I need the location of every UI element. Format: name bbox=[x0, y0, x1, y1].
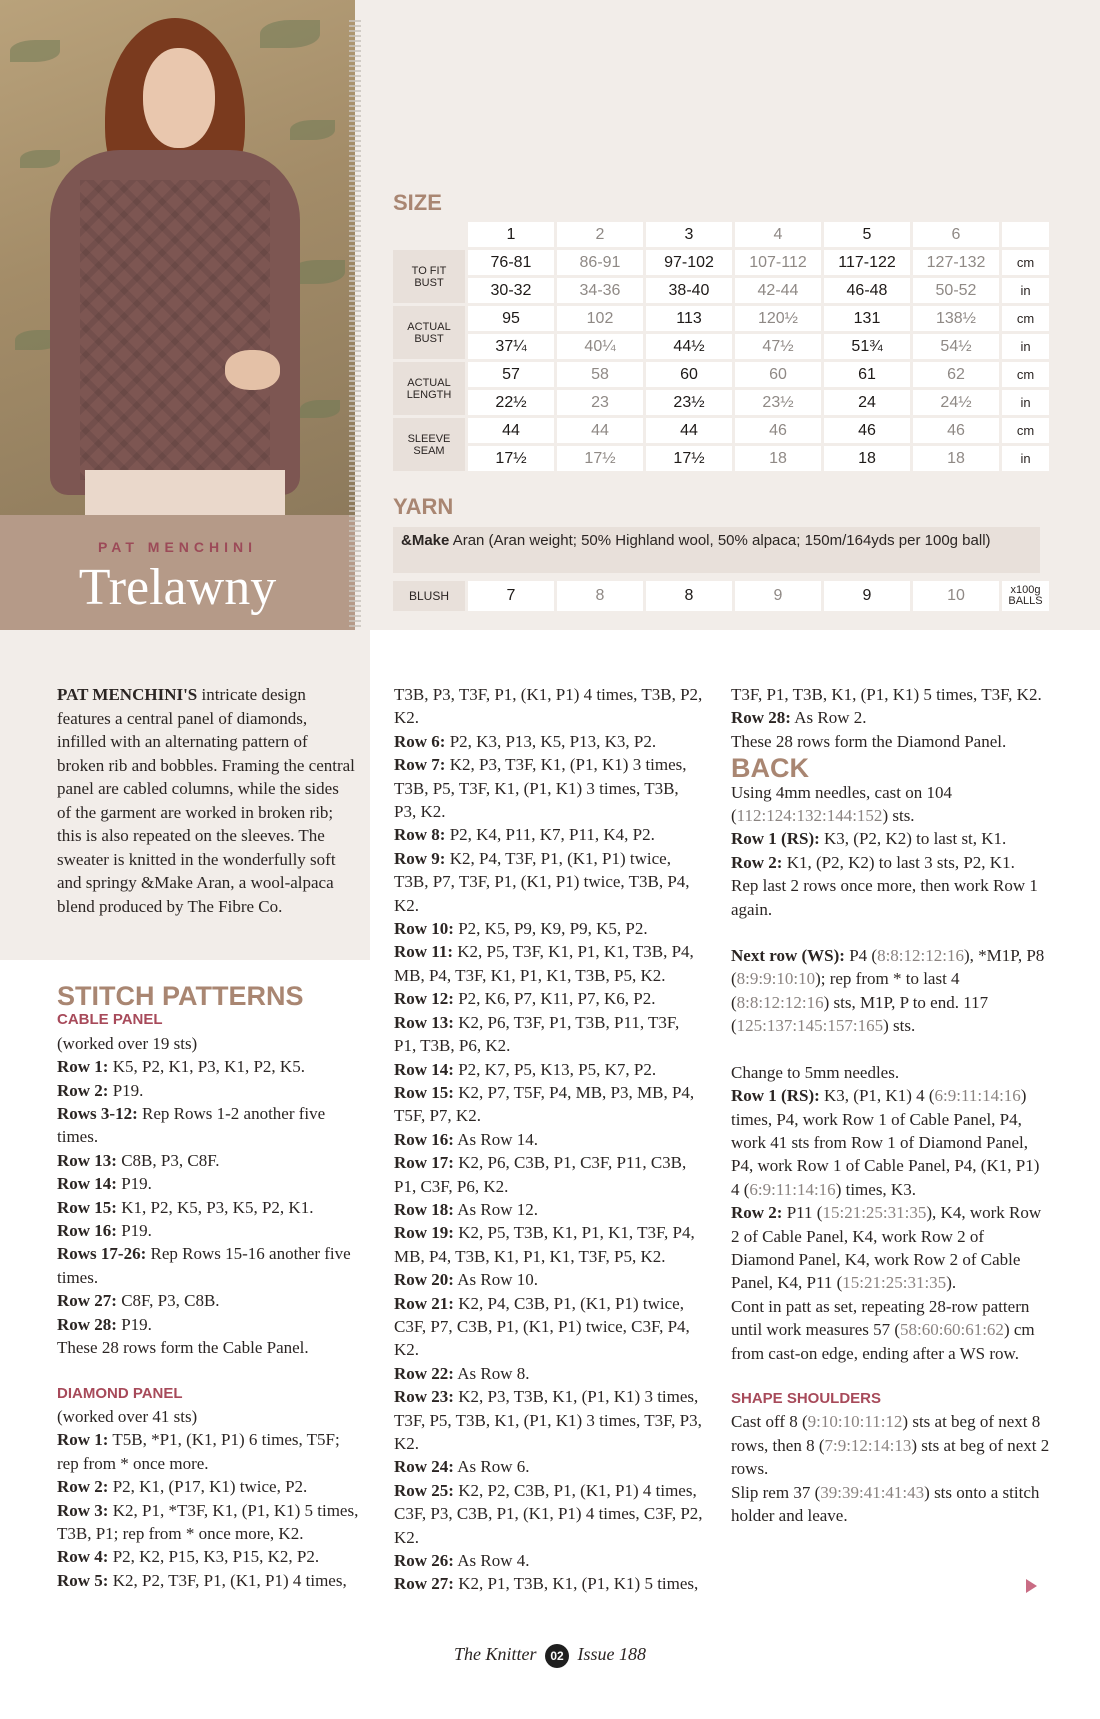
page-footer bbox=[0, 1644, 1100, 1668]
instruction-row: Row 16: P19. bbox=[57, 1221, 152, 1241]
unit-label: cm bbox=[1002, 250, 1049, 275]
measure-cm: 44 bbox=[646, 418, 732, 443]
stitch-patterns-heading: STITCH PATTERNS bbox=[57, 981, 304, 1011]
instruction-row: Row 25: K2, P2, C3B, P1, (K1, P1) 4 times, C3F, P3, C3B, P1, (K1, P1) 4 times, C3F, P2, K2. bbox=[394, 1480, 703, 1547]
size-number: 2 bbox=[557, 222, 643, 247]
instruction-row: Row 15: K2, P7, T5F, P4, MB, P3, MB, P4, T5F, P7, K2. bbox=[394, 1082, 695, 1126]
instruction-row: Row 2: P2, K1, (P17, K1) twice, P2. bbox=[57, 1477, 308, 1497]
unit-label: in bbox=[1002, 278, 1049, 303]
measure-cm: 127-132 bbox=[913, 250, 999, 275]
unit-label: in bbox=[1002, 390, 1049, 415]
measure-cm: 57 bbox=[468, 362, 554, 387]
ball-count: 8 bbox=[646, 581, 732, 611]
instruction-row: Row 11: K2, P5, T3F, K1, P1, K1, T3B, P4, MB, P4, T3F, K1, P1, K1, T3B, P5, K2. bbox=[394, 942, 694, 985]
measure-in: 18 bbox=[824, 446, 910, 471]
instruction-row: Rows 17-26: Rep Rows 15-16 another five times. bbox=[57, 1244, 351, 1287]
instruction-row: Row 13: C8B, P3, C8F. bbox=[57, 1150, 220, 1170]
measure-in: 30-32 bbox=[468, 278, 554, 303]
instruction-row: Row 23: K2, P3, T3B, K1, (P1, K1) 3 times, T3F, P5, T3B, K1, (P1, K1) 3 times, T3F, P3, K2. bbox=[394, 1387, 702, 1453]
issue-number: Issue 188 bbox=[577, 1644, 646, 1665]
measure-in: 46-48 bbox=[824, 278, 910, 303]
measure-in: 47½ bbox=[735, 334, 821, 359]
shade-label: BLUSH bbox=[393, 581, 465, 611]
instruction-row: Row 28: P19. bbox=[57, 1314, 152, 1334]
continue-arrow-icon bbox=[1026, 1579, 1037, 1593]
page-number-badge: 02 bbox=[545, 1644, 569, 1668]
measure-in: 23½ bbox=[735, 390, 821, 415]
repeat-instruction: Rep last 2 rows once more, then work Row 1 again. bbox=[731, 876, 1038, 919]
measure-in: 37¼ bbox=[468, 334, 554, 359]
measure-cm: 60 bbox=[646, 362, 732, 387]
ball-count: 9 bbox=[824, 581, 910, 611]
ball-count: 8 bbox=[557, 581, 643, 611]
cable-note: (worked over 19 sts) bbox=[57, 1033, 198, 1053]
measure-cm: 46 bbox=[913, 418, 999, 443]
instruction-row: Row 13: K2, P6, T3F, P1, T3B, P11, T3F, P1, T3B, P6, K2. bbox=[394, 1012, 680, 1056]
measure-in: 23½ bbox=[646, 390, 732, 415]
instruction-row: Row 14: P2, K7, P5, K13, P5, K7, P2. bbox=[394, 1059, 657, 1079]
instruction-row: Row 22: As Row 8. bbox=[394, 1363, 530, 1383]
instruction-row: Row 14: P19. bbox=[57, 1174, 152, 1194]
unit-label: cm bbox=[1002, 362, 1049, 387]
measure-in: 42-44 bbox=[735, 278, 821, 303]
measure-cm: 131 bbox=[824, 306, 910, 331]
instruction-row: Rows 3-12: Rep Rows 1-2 another five times. bbox=[57, 1104, 326, 1147]
measure-cm: 46 bbox=[735, 418, 821, 443]
measure-in: 17½ bbox=[468, 446, 554, 471]
ball-count: 7 bbox=[468, 581, 554, 611]
yarn-description: &Make Aran (Aran weight; 50% Highland wool, 50% alpaca; 150m/164yds per 100g ball) bbox=[393, 527, 1040, 573]
instruction-row: Row 2: P19. bbox=[57, 1080, 144, 1100]
ball-unit: x100g BALLS bbox=[1002, 581, 1049, 611]
measure-in: 34-36 bbox=[557, 278, 643, 303]
measure-in: 18 bbox=[735, 446, 821, 471]
measure-cm: 44 bbox=[468, 418, 554, 443]
column-2 bbox=[394, 683, 704, 1596]
slip-instruction: Slip rem 37 (39:39:41:41:43) sts onto a stitch holder and leave. bbox=[731, 1482, 1040, 1525]
unit-label: in bbox=[1002, 446, 1049, 471]
measure-in: 51¾ bbox=[824, 334, 910, 359]
instruction-row: Row 9: K2, P4, T3F, P1, (K1, P1) twice, T3B, P7, T3F, P1, (K1, P1) twice, T3B, P4, K2. bbox=[394, 848, 690, 915]
instruction-row: Row 8: P2, K4, P11, K7, P11, K4, P2. bbox=[394, 825, 655, 845]
instruction-row: Row 28: As Row 2. bbox=[731, 708, 867, 728]
intro-text: PAT MENCHINI'S intricate design features a central panel of diamonds, infilled with an alternating pattern of broken rib and bobbles. Framing the central panel are cabled columns, while the sides of the garment are worked in broken rib; this is also repeated on the sleeves. The sweater is knitted in the wonderfully soft and springy &Make Aran, a wool-alpaca blend produced by The Fibre Co. bbox=[57, 685, 355, 916]
instruction-row: Row 16: As Row 14. bbox=[394, 1129, 539, 1149]
measure-cm: 120½ bbox=[735, 306, 821, 331]
instruction-row: Row 1: K5, P2, K1, P3, K1, P2, K5. bbox=[57, 1057, 305, 1077]
instruction-row: Row 5: K2, P2, T3F, P1, (K1, P1) 4 times, bbox=[57, 1570, 347, 1590]
cable-closing: These 28 rows form the Cable Panel. bbox=[57, 1338, 309, 1358]
measure-cm: 46 bbox=[824, 418, 910, 443]
instruction-row: Row 21: K2, P4, C3B, P1, (K1, P1) twice, C3F, P7, C3B, P1, (K1, P1) twice, C3F, P4, K2. bbox=[394, 1293, 690, 1360]
cast-off-instruction: Cast off 8 (9:10:10:11:12) sts at beg of next 8 rows, then 8 (7:9:12:14:13) sts at beg of next 2 rows. bbox=[731, 1412, 1050, 1479]
column-3 bbox=[731, 683, 1051, 1527]
instruction-row: Row 1: T5B, *P1, (K1, P1) 6 times, T5F; rep from * once more. bbox=[57, 1430, 340, 1473]
instruction-row: Row 20: As Row 10. bbox=[394, 1270, 539, 1290]
instruction-row: Next row (WS): P4 (8:8:12:12:16), *M1P, P8 (8:9:9:10:10); rep from * to last 4 (8:8:12:12:16) sts, M1P, P to end. 117 (125:137:145:157:165) sts. bbox=[731, 946, 1045, 1036]
measure-in: 18 bbox=[913, 446, 999, 471]
measure-in: 23 bbox=[557, 390, 643, 415]
instruction-row: Row 10: P2, K5, P9, K9, P9, K5, P2. bbox=[394, 919, 648, 939]
instruction-row: Row 27: C8F, P3, C8B. bbox=[57, 1291, 220, 1311]
unit-label: cm bbox=[1002, 418, 1049, 443]
instruction-row: Row 27: K2, P1, T3B, K1, (P1, K1) 5 times, bbox=[394, 1574, 699, 1594]
measure-in: 50-52 bbox=[913, 278, 999, 303]
instruction-row: Row 24: As Row 6. bbox=[394, 1457, 530, 1477]
row-label: ACTUAL BUST bbox=[393, 306, 465, 359]
ball-count: 9 bbox=[735, 581, 821, 611]
unit-label: in bbox=[1002, 334, 1049, 359]
measure-cm: 62 bbox=[913, 362, 999, 387]
measure-in: 44½ bbox=[646, 334, 732, 359]
instruction-continuation: T3F, P1, T3B, K1, (P1, K1) 5 times, T3F, K2. bbox=[731, 685, 1042, 704]
measure-cm: 107-112 bbox=[735, 250, 821, 275]
measure-cm: 44 bbox=[557, 418, 643, 443]
instruction-row: Row 7: K2, P3, T3F, K1, (P1, K1) 3 times, T3B, P5, T3F, K1, (P1, K1) 3 times, T3B, P3, K2. bbox=[394, 755, 687, 822]
instruction-row: Row 26: As Row 4. bbox=[394, 1551, 530, 1571]
instruction-continuation: T3B, P3, T3F, P1, (K1, P1) 4 times, T3B, P2, K2. bbox=[394, 685, 703, 728]
instruction-row: Row 17: K2, P6, C3B, P1, C3F, P11, C3B, P1, C3F, P6, K2. bbox=[394, 1153, 687, 1196]
measure-cm: 58 bbox=[557, 362, 643, 387]
size-heading: SIZE bbox=[393, 190, 442, 215]
shape-shoulders-heading: SHAPE SHOULDERS bbox=[731, 1389, 882, 1407]
size-number: 3 bbox=[646, 222, 732, 247]
measure-cm: 76-81 bbox=[468, 250, 554, 275]
row-label: TO FIT BUST bbox=[393, 250, 465, 303]
measure-in: 17½ bbox=[646, 446, 732, 471]
size-number: 5 bbox=[824, 222, 910, 247]
instruction-row: Row 4: P2, K2, P15, K3, P15, K2, P2. bbox=[57, 1547, 320, 1567]
diamond-panel-heading: DIAMOND PANEL bbox=[57, 1384, 183, 1402]
instruction-row: Row 3: K2, P1, *T3F, K1, (P1, K1) 5 times, T3B, P1; rep from * once more, K2. bbox=[57, 1500, 359, 1543]
instruction-row: Row 15: K1, P2, K5, P3, K5, P2, K1. bbox=[57, 1197, 314, 1217]
cable-panel-heading: CABLE PANEL bbox=[57, 1011, 163, 1029]
instruction-row: Row 12: P2, K6, P7, K11, P7, K6, P2. bbox=[394, 989, 656, 1009]
measure-cm: 95 bbox=[468, 306, 554, 331]
cast-on-instruction: Using 4mm needles, cast on 104 (112:124:132:144:152) sts. bbox=[731, 782, 952, 826]
measure-cm: 138½ bbox=[913, 306, 999, 331]
back-heading: BACK bbox=[731, 753, 809, 784]
diamond-note: (worked over 41 sts) bbox=[57, 1406, 198, 1426]
instruction-row: Row 2: K1, (P2, K2) to last 3 sts, P2, K1. bbox=[731, 852, 1015, 872]
row-label: SLEEVE SEAM bbox=[393, 418, 465, 471]
measure-cm: 86-91 bbox=[557, 250, 643, 275]
measure-in: 24½ bbox=[913, 390, 999, 415]
instruction-row: Row 1 (RS): K3, (P2, K2) to last st, K1. bbox=[731, 829, 1007, 849]
instruction-row: Row 6: P2, K3, P13, K5, P13, K3, P2. bbox=[394, 731, 657, 751]
instruction-row: Row 2: P11 (15:21:25:31:35), K4, work Row 2 of Cable Panel, K4, work Row 2 of Diamond Panel, K4, work Row 2 of Cable Panel, K4, P11 (15:21:25:31:35). bbox=[731, 1203, 1042, 1293]
yarn-heading: YARN bbox=[393, 494, 454, 519]
measure-cm: 60 bbox=[735, 362, 821, 387]
measure-in: 40¼ bbox=[557, 334, 643, 359]
measure-cm: 102 bbox=[557, 306, 643, 331]
measure-in: 17½ bbox=[557, 446, 643, 471]
ball-count: 10 bbox=[913, 581, 999, 611]
measure-cm: 117-122 bbox=[824, 250, 910, 275]
unit-label: cm bbox=[1002, 306, 1049, 331]
row-label: ACTUAL LENGTH bbox=[393, 362, 465, 415]
magazine-name: The Knitter bbox=[453, 1644, 537, 1665]
instruction-row: Row 1 (RS): K3, (P1, K1) 4 (6:9:11:14:16) times, P4, work Row 1 of Cable Panel, P4, work 41 sts from Row 1 of Diamond Panel, P4, work Row 1 of Cable Panel, P4, (K1, P1) 4 (6:9:11:14:16) times, K3. bbox=[731, 1086, 1040, 1199]
size-number: 4 bbox=[735, 222, 821, 247]
size-number: 1 bbox=[468, 222, 554, 247]
needle-change: Change to 5mm needles. bbox=[731, 1062, 900, 1082]
measure-in: 24 bbox=[824, 390, 910, 415]
continue-instruction: Cont in patt as set, repeating 28-row pattern until work measures 57 (58:60:60:61:62) cm from cast-on edge, ending after a WS row. bbox=[731, 1296, 1035, 1363]
measure-in: 54½ bbox=[913, 334, 999, 359]
diamond-closing: These 28 rows form the Diamond Panel. bbox=[731, 731, 1007, 751]
stitch-edge-decoration bbox=[349, 20, 361, 630]
size-number: 6 bbox=[913, 222, 999, 247]
measure-in: 22½ bbox=[468, 390, 554, 415]
instruction-row: Row 18: As Row 12. bbox=[394, 1199, 539, 1219]
measure-cm: 97-102 bbox=[646, 250, 732, 275]
pattern-title: Trelawny bbox=[78, 559, 277, 616]
column-1 bbox=[57, 981, 362, 1592]
measure-cm: 113 bbox=[646, 306, 732, 331]
designer-name: PAT MENCHINI bbox=[97, 539, 258, 555]
instruction-row: Row 19: K2, P5, T3B, K1, P1, K1, T3F, P4, MB, P4, T3B, K1, P1, K1, T3F, P5, K2. bbox=[394, 1223, 695, 1266]
measure-cm: 61 bbox=[824, 362, 910, 387]
measure-in: 38-40 bbox=[646, 278, 732, 303]
model-photo bbox=[0, 0, 355, 515]
